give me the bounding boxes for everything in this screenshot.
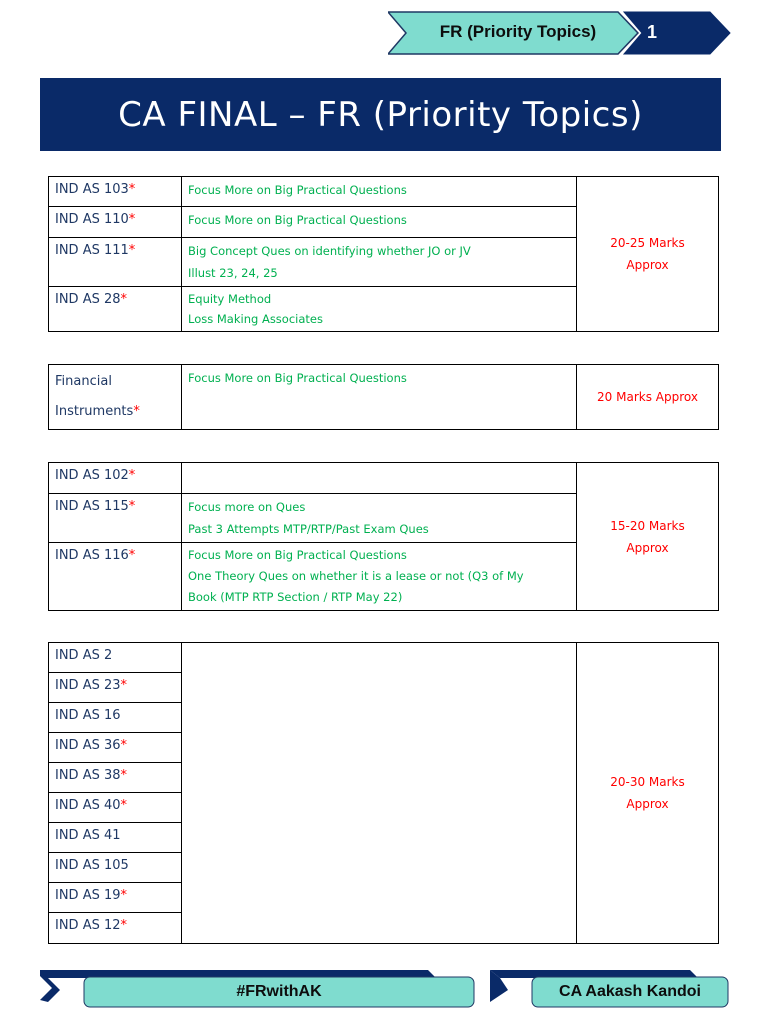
topic-label-cell <box>49 207 182 238</box>
priority-star: * <box>120 798 128 813</box>
title-banner <box>40 78 721 151</box>
topic-notes <box>182 365 577 430</box>
topic-label-cell <box>49 703 182 733</box>
marks-line: Approx <box>626 797 669 811</box>
marks-line: 20 Marks Approx <box>597 390 698 404</box>
marks-cell <box>577 463 719 611</box>
topic-label: IND AS 41 <box>55 828 121 843</box>
marks-cell <box>577 365 719 430</box>
marks-line: Approx <box>626 540 669 555</box>
topic-label: IND AS 23 <box>55 678 121 693</box>
priority-star: * <box>120 292 128 307</box>
topic-label: IND AS 105 <box>55 858 129 873</box>
marks-cell <box>577 643 719 944</box>
marks-line: 20-25 Marks <box>610 236 685 250</box>
priority-star: * <box>133 404 140 419</box>
topic-label: IND AS 16 <box>55 708 121 723</box>
topic-label: IND AS 36 <box>55 738 121 753</box>
table-row <box>49 643 719 673</box>
note-line: Loss Making Associates <box>188 312 323 326</box>
topic-notes <box>182 238 577 287</box>
topic-label: IND AS 110 <box>55 212 129 227</box>
header-title: FR (Priority Topics) <box>439 22 597 41</box>
topic-label: IND AS 28 <box>55 292 121 307</box>
topic-notes <box>182 463 577 494</box>
topics-table-group4 <box>48 642 719 944</box>
topic-label-cell <box>49 365 182 430</box>
topic-label: Financial <box>55 374 112 389</box>
priority-star: * <box>128 468 136 483</box>
topic-label-cell <box>49 673 182 703</box>
priority-star: * <box>120 888 128 903</box>
priority-star: * <box>128 499 136 514</box>
marks-line: 20-30 Marks <box>610 775 685 789</box>
page-number: 1 <box>646 22 657 42</box>
topic-notes <box>182 543 577 611</box>
topic-label-cell <box>49 913 182 944</box>
topic-label: IND AS 12 <box>55 918 121 933</box>
topic-label: IND AS 116 <box>55 548 129 563</box>
priority-star: * <box>120 918 128 933</box>
priority-star: * <box>128 212 136 227</box>
topic-label-cell <box>49 793 182 823</box>
topic-label-cell <box>49 853 182 883</box>
topic-label: IND AS 19 <box>55 888 121 903</box>
topic-notes <box>182 287 577 332</box>
table-row <box>49 463 719 494</box>
priority-star: * <box>120 768 128 783</box>
table-row <box>49 177 719 207</box>
topic-label-cell <box>49 883 182 913</box>
topic-label: IND AS 111 <box>55 243 129 258</box>
topic-label-cell <box>49 494 182 543</box>
note-line: Illust 23, 24, 25 <box>188 266 278 280</box>
topic-label: IND AS 40 <box>55 798 121 813</box>
note-line: Past 3 Attempts MTP/RTP/Past Exam Ques <box>188 522 429 536</box>
priority-star: * <box>128 243 136 258</box>
topic-notes <box>182 643 577 944</box>
marks-cell <box>577 177 719 332</box>
priority-star: * <box>128 548 136 563</box>
header-ribbon <box>388 10 732 56</box>
priority-star: * <box>120 678 128 693</box>
footer-author: CA Aakash Kandoi <box>559 983 701 1000</box>
topics-table-group1 <box>48 176 719 332</box>
marks-line: 15-20 Marks <box>610 518 685 533</box>
topic-label: IND AS 103 <box>55 182 129 197</box>
topic-label: Instruments <box>55 404 134 419</box>
topic-label: IND AS 38 <box>55 768 121 783</box>
priority-star: * <box>120 738 128 753</box>
topic-label-cell <box>49 238 182 287</box>
footer-ribbon <box>38 968 738 1016</box>
topics-table-group2 <box>48 364 719 430</box>
note-line: Focus More on Big Practical Questions <box>188 371 407 385</box>
footer-hashtag: #FRwithAK <box>236 983 322 1000</box>
note-line: Focus more on Ques <box>188 500 306 514</box>
topic-notes <box>182 177 577 207</box>
note-line: Book (MTP RTP Section / RTP May 22) <box>188 590 403 604</box>
topic-label-cell <box>49 177 182 207</box>
note-line: Equity Method <box>188 292 272 306</box>
note-line: One Theory Ques on whether it is a lease or not (Q3 of My <box>188 569 524 583</box>
topic-label-cell <box>49 463 182 494</box>
page-title: CA FINAL – FR (Priority Topics) <box>118 94 643 135</box>
topic-label-cell <box>49 643 182 673</box>
topic-label-cell <box>49 733 182 763</box>
table-row <box>49 365 719 430</box>
note-line: Focus More on Big Practical Questions <box>188 213 407 227</box>
topic-label: IND AS 102 <box>55 468 129 483</box>
marks-line: Approx <box>626 258 669 272</box>
note-line: Focus More on Big Practical Questions <box>188 548 407 562</box>
priority-star: * <box>128 182 136 197</box>
topic-label: IND AS 2 <box>55 648 113 663</box>
topic-notes <box>182 207 577 238</box>
topic-label-cell <box>49 543 182 611</box>
topics-table-group3 <box>48 462 719 611</box>
topic-label: IND AS 115 <box>55 499 129 514</box>
note-line: Big Concept Ques on identifying whether JO or JV <box>188 244 471 258</box>
topic-notes <box>182 494 577 543</box>
topic-label-cell <box>49 287 182 332</box>
topic-label-cell <box>49 763 182 793</box>
note-line: Focus More on Big Practical Questions <box>188 183 407 197</box>
topic-label-cell <box>49 823 182 853</box>
